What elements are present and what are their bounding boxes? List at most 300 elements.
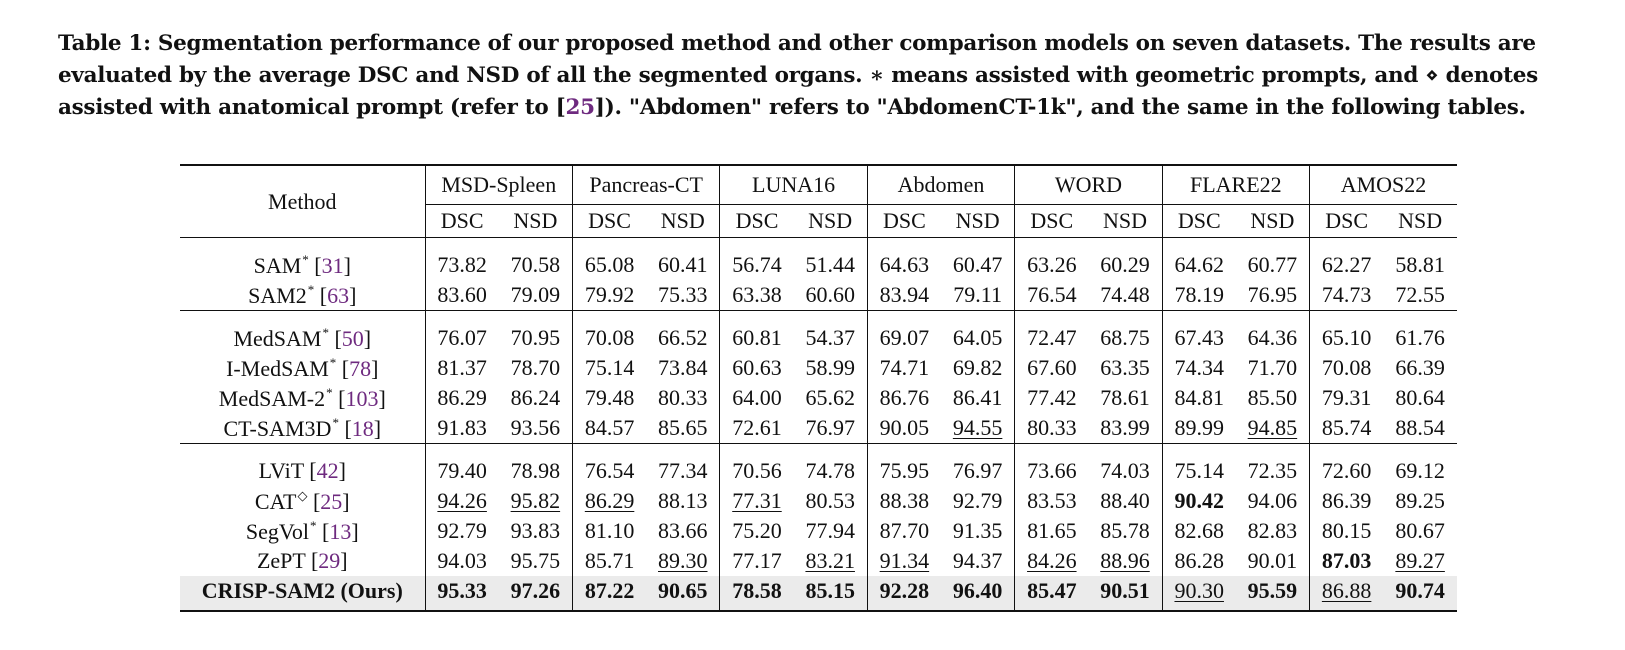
score-value: 83.99 [1100,415,1150,440]
score-cell [646,353,720,383]
table-body [180,238,1457,612]
score-cell [1088,311,1162,354]
score-cell [1310,516,1384,546]
score-cell [499,576,573,611]
score-value: 73.66 [1027,458,1077,483]
score-value: 78.70 [510,355,561,380]
score-cell [425,516,499,546]
score-cell [867,413,941,444]
score-value: 74.48 [1100,282,1150,307]
score-cell [867,516,941,546]
score-cell [646,576,720,611]
score-value: 77.31 [732,488,782,513]
score-value: 88.54 [1395,415,1445,440]
score-value: 89.99 [1174,415,1224,440]
score-cell [720,546,794,576]
score-value: 65.10 [1321,325,1372,350]
score-cell [794,383,868,413]
score-cell [646,516,720,546]
score-value: 66.52 [658,325,708,350]
score-cell [425,413,499,444]
metric-header: DSC [867,205,941,238]
score-cell [1088,353,1162,383]
score-cell [1236,444,1310,487]
score-cell [1015,311,1089,354]
score-cell [646,238,720,281]
score-cell [1236,383,1310,413]
score-cell [1383,546,1457,576]
score-value: 64.62 [1174,252,1224,277]
prompt-marker: ◇ [297,487,308,503]
score-value: 64.36 [1247,325,1298,350]
score-value: 63.26 [1027,252,1077,277]
metric-header: NSD [955,208,1000,233]
score-value: 91.35 [952,518,1003,543]
citation-link: 31 [321,252,344,278]
score-value: 62.27 [1321,252,1372,277]
score-value: 63.38 [732,282,782,307]
score-value: 85.50 [1247,385,1298,410]
method-name-cell: SAM2* [63] [248,281,357,308]
score-value: 72.60 [1321,458,1372,483]
score-cell [1088,383,1162,413]
score-value: 75.14 [584,355,635,380]
score-cell [572,353,646,383]
method-name-cell: ZePT [29] [256,548,348,573]
table-caption [58,28,1588,124]
score-value: 88.13 [658,488,708,513]
score-value: 92.79 [952,488,1003,513]
score-value: 72.55 [1395,282,1445,307]
score-value: 94.55 [952,415,1003,440]
method-name-cell: SAM* [31] [180,238,425,281]
score-value: 86.88 [1321,578,1372,603]
score-cell [646,383,720,413]
score-value: 94.26 [437,488,487,513]
score-value: 70.58 [510,252,561,277]
metric-header: DSC [1310,205,1384,238]
score-value: 82.68 [1174,518,1224,543]
method-name-cell: I-MedSAM* [78] [226,354,379,381]
score-cell [794,546,868,576]
method-name-cell: CT-SAM3D* [18] [223,414,382,441]
method-name: MedSAM [233,325,322,351]
score-cell [1310,576,1384,611]
score-value: 85.71 [584,548,635,573]
score-cell [572,238,646,281]
score-cell [572,383,646,413]
score-value: 64.05 [952,325,1003,350]
method-name: ZePT [256,548,306,573]
score-value: 90.05 [879,415,930,440]
score-cell [1383,238,1457,281]
score-value: 79.48 [584,385,635,410]
score-cell [1236,280,1310,311]
score-cell [499,486,573,516]
table-row [180,546,1457,576]
score-value: 80.33 [658,385,708,410]
dataset-header: AMOS22 [1310,165,1457,205]
citation-link: 18 [351,415,374,441]
score-value: 90.30 [1174,578,1224,603]
score-cell [794,353,868,383]
score-cell [1236,576,1310,611]
score-value: 86.76 [879,385,930,410]
metric-header: NSD [1250,208,1295,233]
table-row [180,413,1457,444]
score-cell [941,383,1015,413]
score-cell [1162,576,1236,611]
score-cell [1310,546,1384,576]
score-cell [1383,576,1457,611]
score-cell [794,238,868,281]
method-name-cell: MedSAM-2* [103] [218,384,386,411]
score-cell [1088,516,1162,546]
prompt-marker: * [322,324,329,340]
score-cell [499,546,573,576]
score-cell [867,576,941,611]
score-cell [1015,516,1089,546]
method-name: I-MedSAM [226,355,329,381]
score-cell [572,516,646,546]
score-cell [867,486,941,516]
score-value: 91.83 [437,415,487,440]
method-name-cell [180,576,425,611]
score-value: 80.15 [1321,518,1372,543]
metric-header: NSD [513,208,558,233]
score-cell [794,486,868,516]
score-cell [1015,353,1089,383]
table-row [180,383,1457,413]
table-row [180,486,1457,516]
score-cell [572,413,646,444]
score-value: 80.53 [805,488,855,513]
score-cell [646,486,720,516]
score-value: 93.83 [510,518,561,543]
score-cell [572,444,646,487]
score-cell [1088,486,1162,516]
prompt-marker: * [302,251,309,267]
citation-link: 29 [318,548,341,573]
score-value: 67.60 [1027,355,1077,380]
score-cell [1383,280,1457,311]
score-cell [941,238,1015,281]
score-cell [1236,546,1310,576]
table-row-ours [180,576,1457,611]
score-cell [941,311,1015,354]
score-cell [1310,486,1384,516]
score-value: 79.11 [953,282,1002,307]
score-value: 89.25 [1395,488,1445,513]
dataset-header: MSD-Spleen [425,165,572,205]
score-value: 64.00 [732,385,782,410]
score-cell [499,516,573,546]
score-cell [425,576,499,611]
score-value: 68.75 [1100,325,1150,350]
score-value: 84.26 [1027,548,1077,573]
caption-text-1: Segmentation performance of our proposed method and other comparison models on seven datasets. The results are evaluated by the average DSC and NSD of all the segmented organs. ∗ means assisted with geometric prompts, and ⋄ denotes assisted with anatomical prompt (refer to [ [58,31,1538,120]
score-cell [1015,413,1089,444]
score-cell [720,576,794,611]
citation-link: 103 [345,385,379,411]
score-value: 84.57 [584,415,635,440]
score-cell [867,444,941,487]
score-cell [1383,444,1457,487]
score-cell [1015,383,1089,413]
score-value: 72.47 [1027,325,1077,350]
score-value: 88.96 [1100,548,1150,573]
score-cell [1015,576,1089,611]
dataset-header-row [180,165,1457,205]
score-cell [499,413,573,444]
score-value: 77.34 [658,458,708,483]
score-value: 77.94 [805,518,855,543]
score-value: 60.77 [1247,252,1298,277]
score-cell [1162,238,1236,281]
score-cell [499,280,573,311]
score-value: 74.71 [879,355,930,380]
score-cell [499,383,573,413]
score-cell [1162,413,1236,444]
score-value: 79.31 [1321,385,1372,410]
score-value: 69.82 [952,355,1003,380]
score-cell [1236,238,1310,281]
score-value: 93.56 [510,415,561,440]
score-cell [794,444,868,487]
score-cell [720,238,794,281]
score-value: 72.35 [1247,458,1298,483]
score-cell [1088,413,1162,444]
method-name: SAM [253,252,302,278]
table-row [180,516,1457,546]
score-value: 95.75 [510,548,561,573]
score-value: 85.78 [1100,518,1150,543]
prompt-marker: * [326,384,333,400]
score-cell [1310,383,1384,413]
table-row [180,238,1457,281]
table-row [180,353,1457,383]
score-value: 76.97 [952,458,1003,483]
score-value: 83.53 [1027,488,1077,513]
score-value: 94.37 [952,548,1003,573]
score-value: 60.47 [952,252,1003,277]
score-cell [425,383,499,413]
score-cell [572,280,646,311]
score-cell [572,486,646,516]
score-cell [1383,383,1457,413]
score-cell [425,444,499,487]
score-value: 79.09 [510,282,561,307]
score-value: 67.43 [1174,325,1224,350]
metric-header: NSD [808,208,853,233]
dataset-header: Pancreas-CT [572,165,719,205]
score-cell [1088,238,1162,281]
score-value: 87.03 [1321,548,1372,573]
score-value: 94.03 [437,548,487,573]
score-cell [1015,280,1089,311]
score-cell [1383,486,1457,516]
score-value: 85.15 [805,578,855,603]
dataset-header: WORD [1015,165,1162,205]
score-value: 76.54 [584,458,635,483]
score-cell [425,353,499,383]
score-value: 60.60 [805,282,855,307]
score-value: 90.01 [1247,548,1298,573]
score-cell [572,576,646,611]
citation-link: 63 [327,282,350,308]
score-cell [1236,353,1310,383]
score-cell [1310,413,1384,444]
score-cell [720,516,794,546]
score-value: 58.99 [805,355,855,380]
score-value: 58.81 [1395,252,1445,277]
score-value: 95.59 [1247,578,1298,603]
citation-link: 42 [316,458,339,483]
score-cell [794,413,868,444]
score-value: 73.84 [658,355,708,380]
score-cell [1015,238,1089,281]
score-cell [1236,516,1310,546]
score-value: 85.47 [1027,578,1077,603]
score-value: 95.82 [510,488,561,513]
score-value: 91.34 [879,548,930,573]
score-value: 77.42 [1027,385,1077,410]
score-value: 86.29 [437,385,487,410]
score-cell [1383,516,1457,546]
score-value: 87.22 [584,578,635,603]
score-cell [646,444,720,487]
score-cell [720,280,794,311]
score-value: 88.38 [879,488,930,513]
method-name-cell: SegVol* [13] [245,517,359,544]
score-cell [720,413,794,444]
score-value: 97.26 [510,578,561,603]
score-value: 65.08 [584,252,635,277]
score-value: 70.95 [510,325,561,350]
score-cell [867,383,941,413]
score-value: 74.03 [1100,458,1150,483]
score-value: 63.35 [1100,355,1150,380]
score-value: 83.66 [658,518,708,543]
table-row [180,280,1457,311]
score-value: 79.92 [584,282,635,307]
score-cell [867,546,941,576]
score-value: 88.40 [1100,488,1150,513]
score-cell [1162,444,1236,487]
score-value: 95.33 [437,578,487,603]
score-cell [1310,238,1384,281]
caption-label: Table 1: [58,31,151,56]
score-value: 77.17 [732,548,782,573]
score-cell [941,576,1015,611]
score-value: 90.65 [658,578,708,603]
score-value: 76.07 [437,325,487,350]
score-cell [941,486,1015,516]
score-cell [1162,546,1236,576]
score-value: 78.98 [510,458,561,483]
score-cell [941,444,1015,487]
score-cell [941,353,1015,383]
method-name: SegVol [245,518,310,544]
score-cell [867,280,941,311]
score-cell [1162,486,1236,516]
metric-header: NSD [1103,208,1148,233]
metric-header: DSC [1162,205,1236,238]
metric-header: NSD [660,208,705,233]
score-value: 61.76 [1395,325,1445,350]
score-cell [425,486,499,516]
score-cell [794,280,868,311]
score-cell [1162,383,1236,413]
table-row [180,444,1457,487]
score-cell [941,280,1015,311]
score-value: 60.41 [658,252,708,277]
score-value: 80.67 [1395,518,1445,543]
score-value: 94.85 [1247,415,1298,440]
score-value: 86.28 [1174,548,1224,573]
score-cell [1015,486,1089,516]
prompt-marker: * [307,281,315,297]
score-value: 81.37 [437,355,487,380]
score-cell [1162,280,1236,311]
score-cell [794,311,868,354]
score-value: 85.74 [1321,415,1372,440]
method-name: LViT [258,458,304,483]
score-cell [1236,413,1310,444]
metric-header: DSC [572,205,646,238]
score-value: 81.10 [584,518,635,543]
score-value: 60.81 [732,325,782,350]
score-value: 60.63 [732,355,782,380]
score-cell [646,280,720,311]
score-value: 74.34 [1174,355,1224,380]
score-cell [867,353,941,383]
score-cell [941,546,1015,576]
score-cell [1162,353,1236,383]
score-cell [1383,413,1457,444]
metric-header: DSC [720,205,794,238]
score-cell [1015,546,1089,576]
score-value: 51.44 [805,252,855,277]
score-value: 86.24 [510,385,561,410]
score-cell [794,576,868,611]
score-value: 70.08 [584,325,635,350]
method-name: MedSAM-2 [218,385,326,411]
score-cell [1088,576,1162,611]
score-cell [794,516,868,546]
score-cell [572,311,646,354]
score-value: 69.12 [1395,458,1445,483]
score-value: 83.21 [805,548,855,573]
dataset-header: LUNA16 [720,165,867,205]
score-value: 78.61 [1100,385,1150,410]
score-value: 75.14 [1174,458,1224,483]
score-value: 74.73 [1321,282,1372,307]
score-value: 78.58 [732,578,782,603]
method-column-header: Method [180,165,425,238]
citation-link: 13 [329,518,352,544]
method-name: CAT [254,488,297,514]
score-value: 75.20 [732,518,782,543]
score-cell [1088,444,1162,487]
metric-header: NSD [1398,208,1443,233]
score-value: 76.54 [1027,282,1077,307]
score-cell [1310,444,1384,487]
score-cell [1162,516,1236,546]
score-cell [499,311,573,354]
score-value: 54.37 [805,325,855,350]
score-cell [425,546,499,576]
